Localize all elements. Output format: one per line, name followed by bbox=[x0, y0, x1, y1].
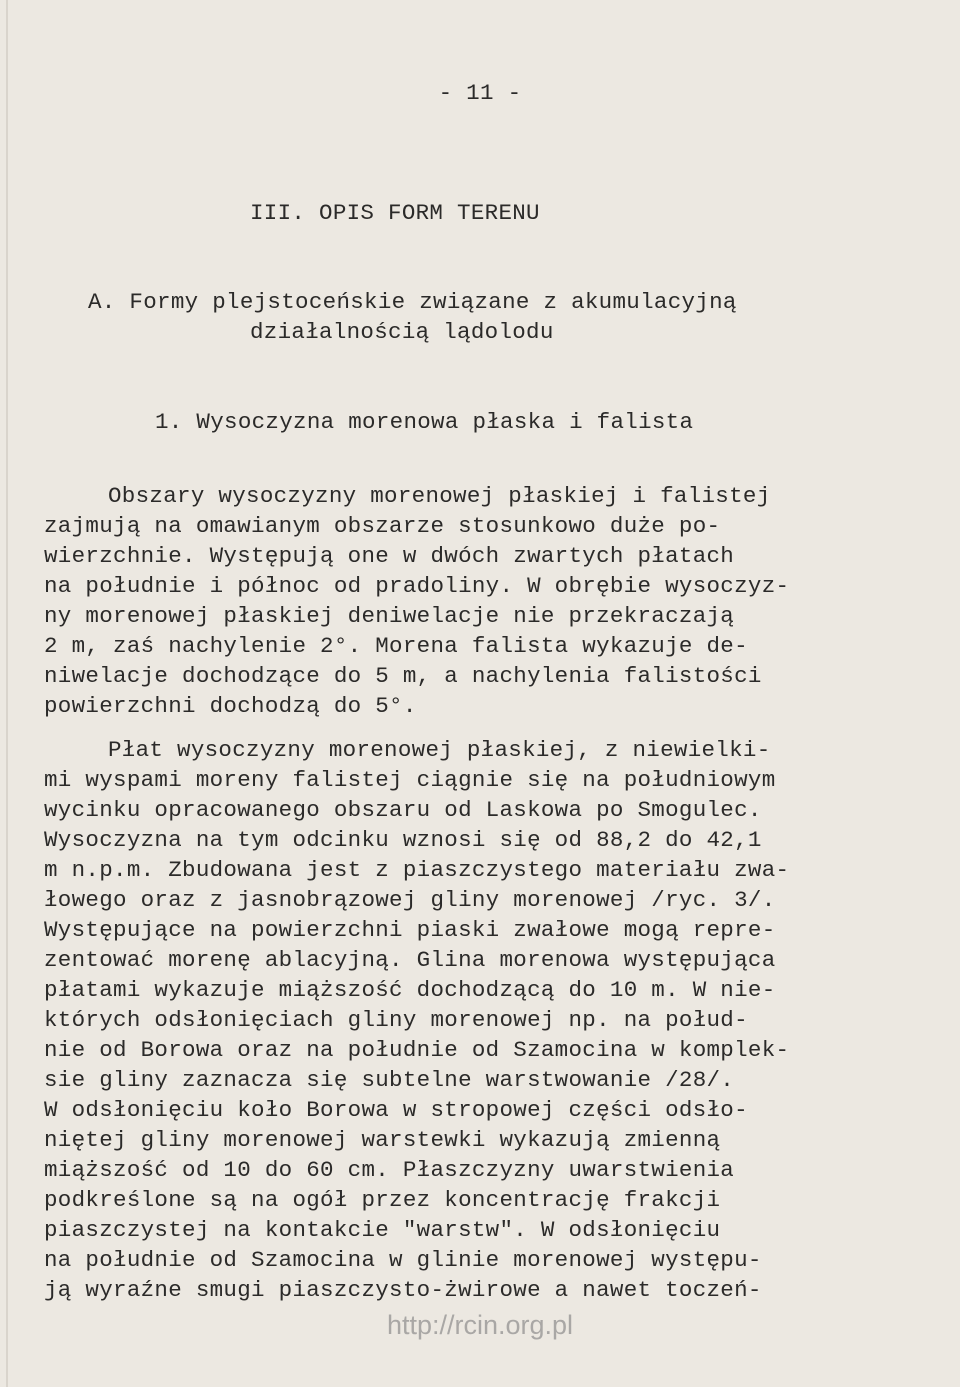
text-line: niwelacje dochodzące do 5 m, a nachylenia falistości bbox=[44, 663, 762, 689]
text-line: ny morenowej płaskiej deniwelacje nie przekraczają bbox=[44, 603, 735, 629]
section-heading-line-2: działalnością lądolodu bbox=[250, 319, 554, 345]
text-line: powierzchni dochodzą do 5°. bbox=[44, 693, 417, 719]
text-line: Wysoczyzna na tym odcinku wznosi się od 88,2 do 42,1 bbox=[44, 827, 762, 853]
page-edge bbox=[6, 0, 8, 1387]
section-heading-line-1: A. Formy plejstoceńskie związane z akumulacyjną bbox=[88, 289, 737, 315]
text-line: m n.p.m. Zbudowana jest z piaszczystego materiału zwa- bbox=[44, 857, 790, 883]
text-line: miąższość od 10 do 60 cm. Płaszczyzny uwarstwienia bbox=[44, 1157, 735, 1183]
text-line: podkreślone są na ogół przez koncentrację frakcji bbox=[44, 1187, 721, 1213]
text-line: Obszary wysoczyzny morenowej płaskiej i falistej bbox=[108, 483, 771, 509]
text-line: wierzchnie. Występują one w dwóch zwartych płatach bbox=[44, 543, 735, 569]
text-line: piaszczystej na kontakcie "warstw". W odsłonięciu bbox=[44, 1217, 721, 1243]
text-line: mi wyspami moreny falistej ciągnie się na południowym bbox=[44, 767, 776, 793]
text-line: nie od Borowa oraz na południe od Szamocina w komplek- bbox=[44, 1037, 790, 1063]
text-line: ją wyraźne smugi piaszczysto-żwirowe a nawet toczeń- bbox=[44, 1277, 762, 1303]
text-line: na południe i północ od pradoliny. W obrębie wysoczyz- bbox=[44, 573, 790, 599]
text-line: Występujące na powierzchni piaski zwałowe mogą repre- bbox=[44, 917, 776, 943]
text-line: Płat wysoczyzny morenowej płaskiej, z niewielki- bbox=[108, 737, 771, 763]
text-line: płatami wykazuje miąższość dochodzącą do 10 m. W nie- bbox=[44, 977, 776, 1003]
text-line: W odsłonięciu koło Borowa w stropowej części odsło- bbox=[44, 1097, 748, 1123]
watermark-link[interactable]: http://rcin.org.pl bbox=[386, 1310, 574, 1340]
text-line: niętej gliny morenowej warstewki wykazują zmienną bbox=[44, 1127, 721, 1153]
text-line: sie gliny zaznacza się subtelne warstwowanie /28/. bbox=[44, 1067, 735, 1093]
text-line: 2 m, zaś nachylenie 2°. Morena falista wykazuje de- bbox=[44, 633, 748, 659]
text-line: których odsłonięciach gliny morenowej np. na połud- bbox=[44, 1007, 748, 1033]
subsection-heading: 1. Wysoczyzna morenowa płaska i falista bbox=[155, 409, 694, 435]
page-number: - 11 - bbox=[438, 80, 522, 106]
chapter-title: III. OPIS FORM TERENU bbox=[250, 200, 540, 226]
text-line: łowego oraz z jasnobrązowej gliny morenowej /ryc. 3/. bbox=[44, 887, 776, 913]
text-line: na południe od Szamocina w glinie morenowej występu- bbox=[44, 1247, 762, 1273]
text-line: zajmują na omawianym obszarze stosunkowo duże po- bbox=[44, 513, 721, 539]
text-line: zentować morenę ablacyjną. Glina morenowa występująca bbox=[44, 947, 776, 973]
text-line: wycinku opracowanego obszaru od Laskowa po Smogulec. bbox=[44, 797, 762, 823]
